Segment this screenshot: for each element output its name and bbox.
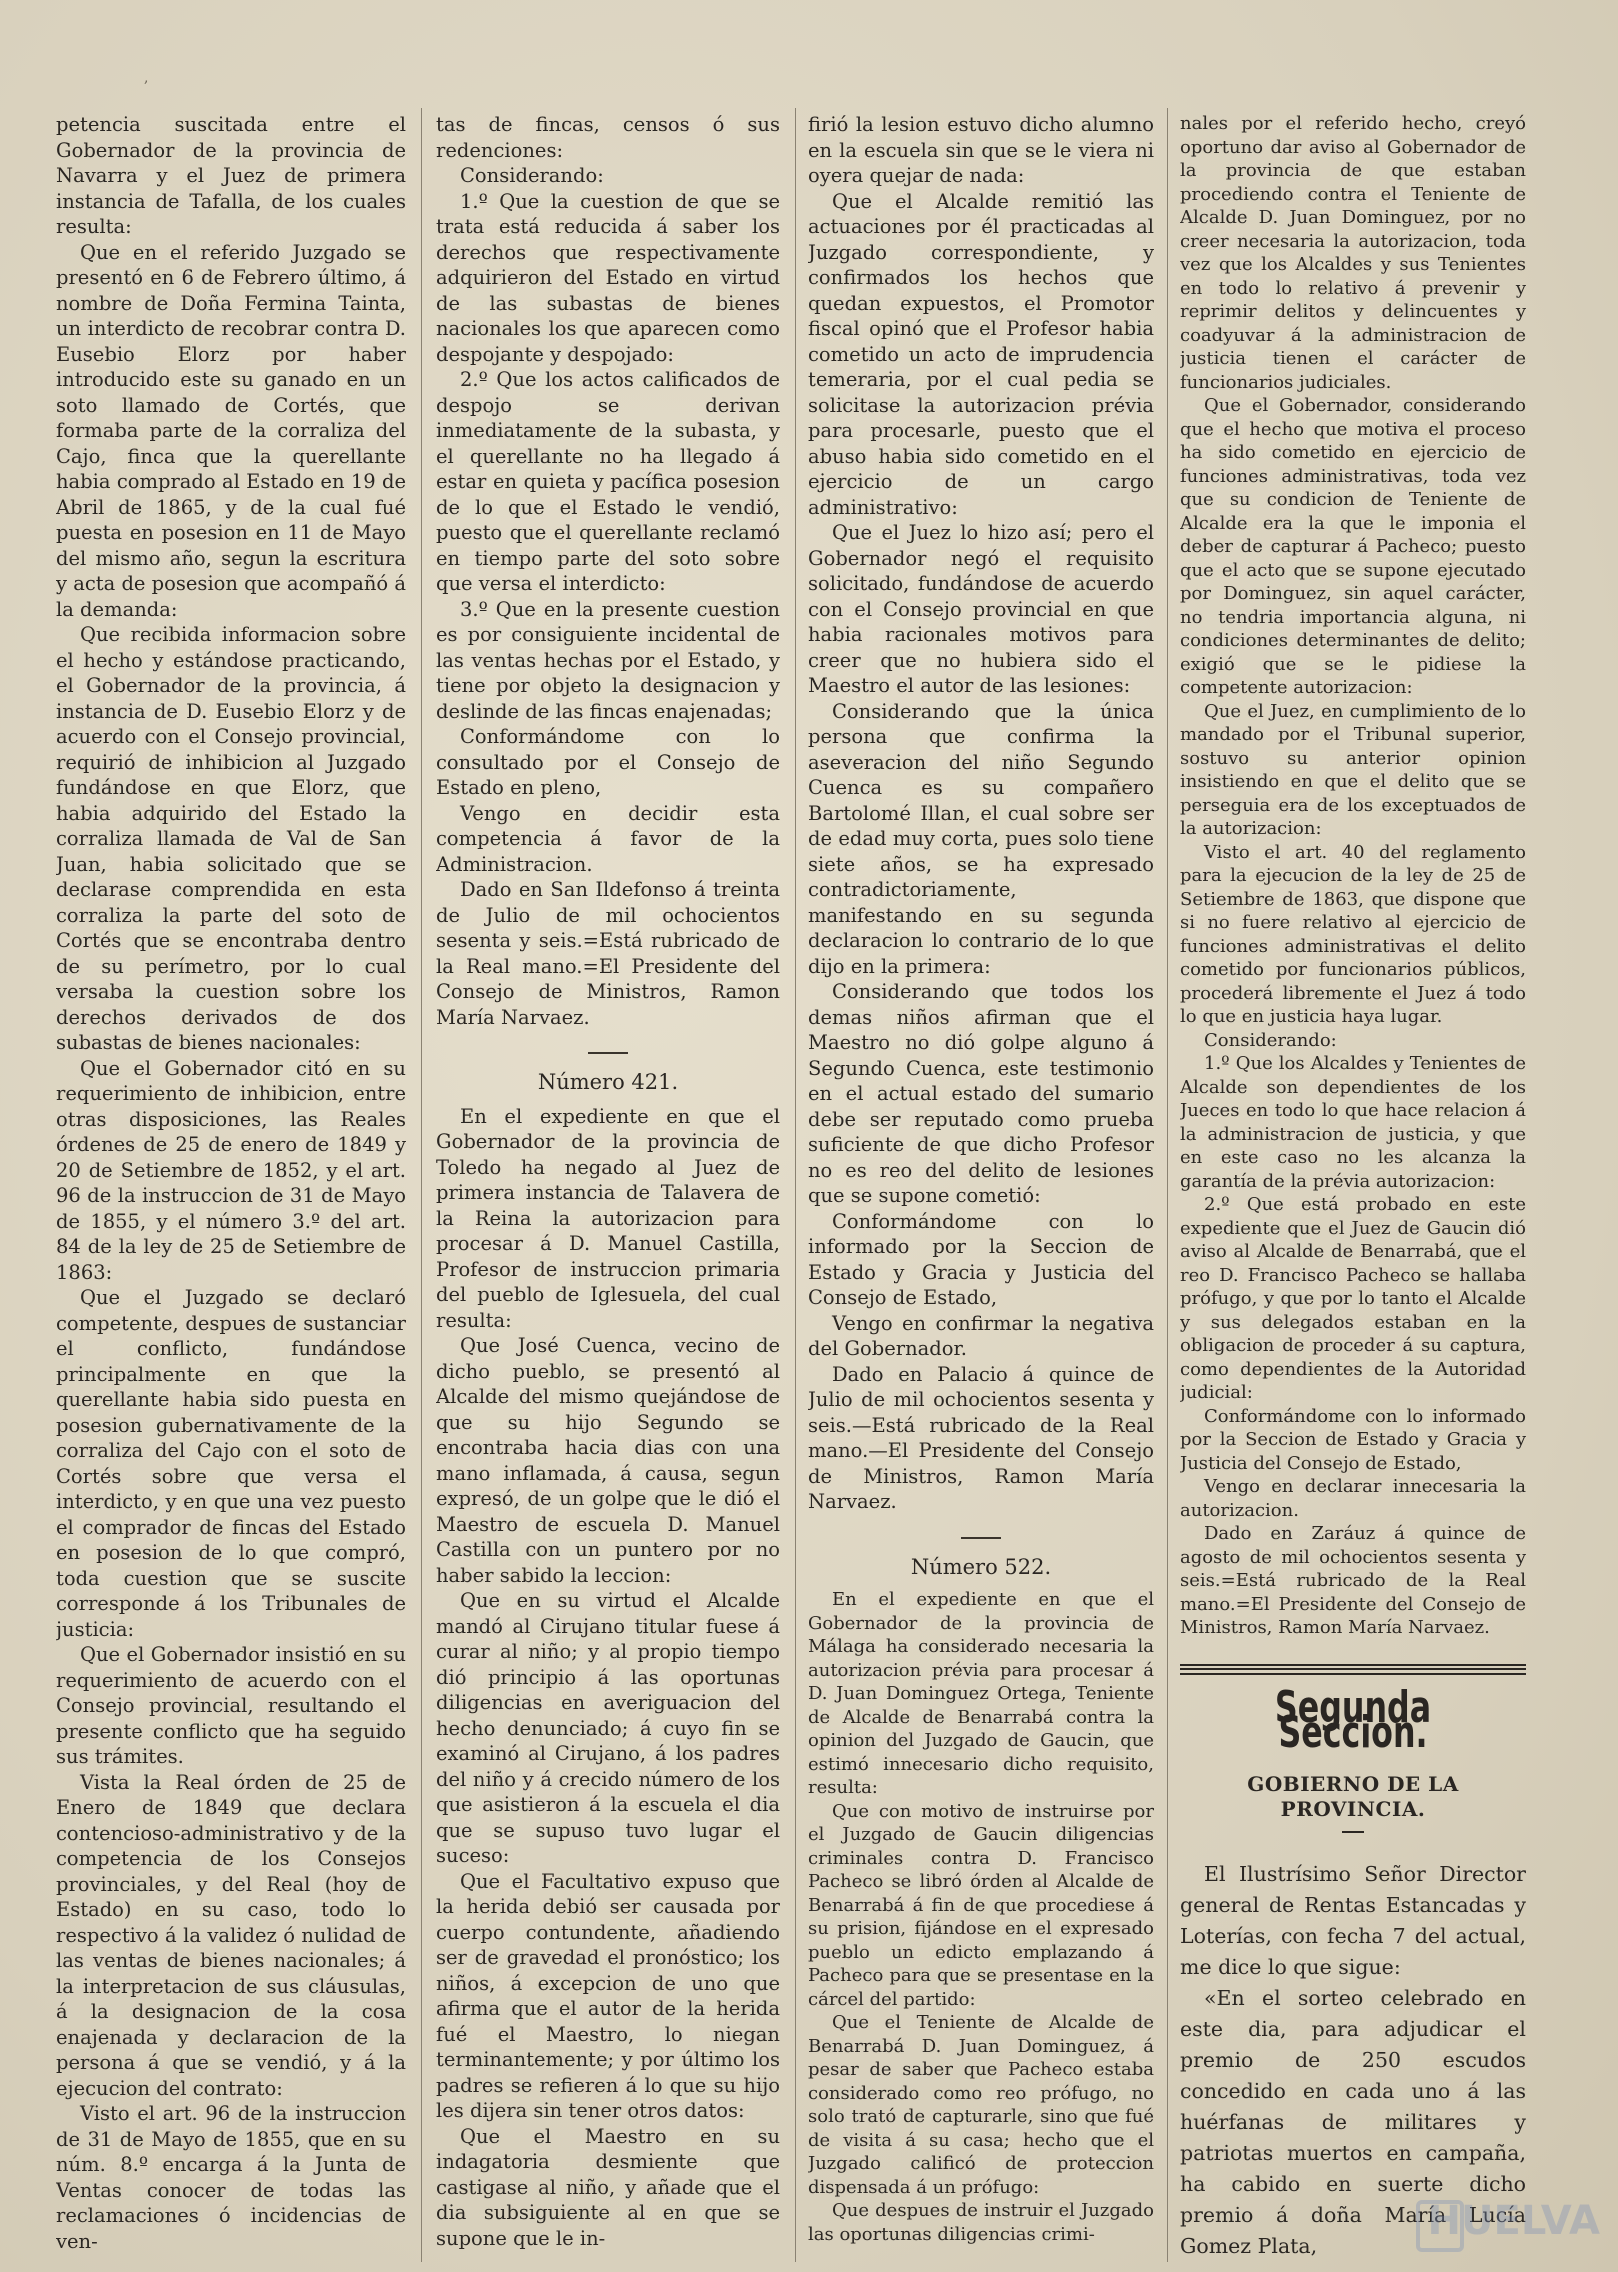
column-rule [1167,108,1168,2262]
paragraph: Dado en Palacio á quince de Julio de mil ochocientos sesenta y seis.—Está rubricado de la Real mano.—El Presidente del Consejo de Ministros, Ramon María Narvaez. [808,1362,1154,1513]
paragraph: 1.º Que los Alcaldes y Tenientes de Alcalde son dependientes de los Jueces en todo lo que hace relacion á la administracion de justicia, y que en este caso no les alcanza la garantía de la prévia autorizacion: [1180,1053,1526,1192]
paragraph: Que en su virtud el Alcalde mandó al Cirujano titular fuese á curar al niño; y al propio tiempo dió principio á las oportunas diligencias en averiguacion del hecho denunciado; á cuyo fin se examinó al Cirujano, á los padres del niño y á crecido número de los que asistieron á la escuela el dia que se supuso tuvo lugar el suceso: [436,1589,780,1867]
paragraph: En el expediente en que el Gobernador de la provincia de Toledo ha negado al Juez de primera instancia de Talavera de la Reina la autorizacion para procesar á D. Manuel Castilla, Profesor de instruccion primaria del pueblo de Iglesuela, del cual resulta: [436,1104,780,1332]
paragraph: El Ilustrísimo Señor Director general de Rentas Estancadas y Loterías, con fecha 7 del actual, me dice lo que sigue: [1180,1861,1526,1979]
separator-dash [961,1537,1001,1539]
government-heading: GOBIERNO DE LA PROVINCIA. [1247,1771,1459,1821]
column-1 [56,112,406,2262]
separator-dash [588,1052,628,1054]
paragraph: Visto el art. 40 del reglamento para la ejecucion de la ley de 25 de Setiembre de 1863, que dispone que si no fuere relativo al ejercicio de funciones administrativas el delito cometido por funcionarios públicos, procederá libremente el Juez á todo lo que en justicia haya lugar. [1180,841,1526,1027]
paragraph: Que el Juzgado se declaró competente, despues de sustanciar el conflicto, fundándose principalmente en que la querellante habia sido puesta en posesion gubernativamente de la corraliza del Cajo con el soto de Cortés sobre que versa el interdicto, y en que una vez puesto el comprador de fincas del Estado en posesion de lo que compró, toda cuestion que se suscite corresponde á los Tribunales de justicia: [56,1286,406,1641]
paragraph: Vengo en confirmar la negativa del Gobernador. [808,1311,1154,1360]
paragraph: En el expediente en que el Gobernador de la provincia de Málaga ha considerado necesaria la autorizacion prévia para procesar á D. Juan Dominguez Ortega, Teniente de Alcalde de Benarrabá contra la opinion del Juzgado de Gaucin, que estimó innecesario dicho requisito, resulta: [808,1589,1154,1798]
paragraph: Vengo en declarar innecesaria la autorizacion. [1180,1476,1526,1521]
separator-dash [1342,1831,1364,1833]
column-4 [1180,112,1526,2262]
paragraph: Conformándome con lo informado por la Seccion de Estado y Gracia y Justicia del Consejo de Estado, [1180,1405,1526,1474]
paragraph: Conformándome con lo informado por la Seccion de Estado y Gracia y Justicia del Consejo de Estado, [808,1209,1154,1309]
paragraph: Considerando: [460,164,604,187]
paragraph: 1.º Que la cuestion de que se trata está reducida á saber los derechos que respectivamente adquirieron del Estado en virtud de las subastas de bienes nacionales los que aparecen como despojante y despojado: [436,189,780,366]
paragraph: Conformándome con lo consultado por el Consejo de Estado en pleno, [436,725,780,799]
section-title: Segunda Seccion. [1274,1681,1432,1758]
paragraph: Vengo en decidir esta competencia á favor de la Administracion. [436,801,780,876]
column-3 [808,112,1154,2262]
paragraph: firió la lesion estuvo dicho alumno en la escuela sin que se le viera ni oyera quejar de nada: [808,113,1154,187]
paragraph: Que el Gobernador citó en su requerimiento de inhibicion, entre otras disposiciones, las Reales órdenes de 25 de enero de 1849 y 20 de Setiembre de 1852, y el art. 96 de la instruccion de 31 de Mayo de 1855, y el número 3.º del art. 84 de la ley de 25 de Setiembre de 1863: [56,1056,406,1284]
paragraph: «En el sorteo celebrado en este dia, para adjudicar el premio de 250 escudos concedido en cada uno á las huérfanas de militares y patriotas muertos en campaña, ha cabido en suerte dicho premio á doña María Lucía Gomez Plata, [1180,1985,1526,2258]
paragraph: 3.º Que en la presente cuestion es por consiguiente incidental de las ventas hechas por el Estado, y tiene por objeto la designacion y deslinde de las fincas enajenadas; [436,597,780,723]
paragraph: Que José Cuenca, vecino de dicho pueblo, se presentó al Alcalde del mismo quejándose de que su hijo Segundo se encontraba hacia dias con una mano inflamada, á causa, segun expresó, de un golpe que le dió el Maestro de escuela D. Manuel Castilla con un puntero por no haber sabido la leccion: [436,1334,780,1587]
paragraph: Considerando que todos los demas niños afirman que el Maestro no dió golpe alguno á Segundo Cuenca, este testimonio en el actual estado del sumario debe ser reputado como prueba suficiente de que dicho Profesor no es reo del delito de lesiones que se supone cometió: [808,980,1154,1207]
column-rule [421,108,422,2262]
paragraph: Vista la Real órden de 25 de Enero de 1849 que declara contencioso-administrativo y de la competencia de los Consejos provinciales, y del Real (hoy de Estado) en su caso, todo lo respectivo á la validez ó nulidad de las ventas de bienes nacionales; á la interpretacion de sus cláusulas, á la designacion de la cosa enajenada y declaracion de la persona á que se vendió, y á la ejecucion del contrato: [56,1770,406,2100]
paragraph: petencia suscitada entre el Gobernador de la provincia de Navarra y el Juez de primera instancia de Tafalla, de los cuales resulta: [56,113,406,238]
paragraph: Que el Teniente de Alcalde de Benarrabá D. Juan Dominguez, á pesar de saber que Pacheco estaba considerado como reo prófugo, no solo trató de capturarle, sino que fué de visita á su casa; hecho que el Juzgado calificó de proteccion dispensada á un prófugo: [808,2012,1154,2198]
paragraph: Que el Gobernador insistió en su requerimiento de acuerdo con el Consejo provincial, resultando el presente conflicto que ha seguido sus trámites. [56,1643,406,1768]
paragraph: nales por el referido hecho, creyó oportuno dar aviso al Gobernador de la provincia de que estaban procediendo contra el Teniente de Alcalde D. Juan Dominguez, por no creer necesaria la autorizacion, toda vez que los Alcaldes y sus Tenientes en todo lo relativo á prevenir y reprimir delitos y delincuentes y coadyuvar á la administracion de justicia tienen el carácter de funcionarios judiciales. [1180,113,1526,393]
margin-mark: , [144,70,149,86]
section-number-421: Número 421. [537,1070,679,1094]
paragraph: Considerando: [1204,1029,1337,1051]
paragraph: Que el Alcalde remitió las actuaciones por él practicadas al Juzgado correspondiente, y confirmados los hechos que quedan expuestos, el Promotor fiscal opinó que el Profesor habia cometido un acto de imprudencia temeraria, por el cual pedia se solicitase la autorizacion prévia para procesarle, puesto que el abuso habia sido cometido en el ejercicio de un cargo administrativo: [808,189,1154,519]
paragraph: Que el Facultativo expuso que la herida debió ser causada por cuerpo contundente, añadiendo ser de gravedad el pronóstico; los niños, á excepcion de uno que afirma que el autor de la herida fué el Maestro, lo niegan terminantemente; y por último los padres se refieren á lo que su hijo les dijera sin tener otros datos: [436,1869,780,2122]
section-rule [1180,1664,1526,1675]
column-rule [795,108,796,2262]
paragraph: Que con motivo de instruirse por el Juzgado de Gaucin diligencias criminales contra D. Francisco Pacheco se libró órden al Alcalde de Benarrabá á fin de que procediese á su prision, fijándose en el expresado pueblo un edicto emplazando á Pacheco para que se presentase en la cárcel del partido: [808,1800,1154,2010]
watermark-text: HUELVA [1427,2198,1600,2244]
paragraph: Que el Juez lo hizo así; pero el Gobernador negó el requisito solicitado, fundándose de acuerdo con el Consejo provincial en que habia racionales motivos para creer que no hubiera sido el Maestro el autor de las lesiones: [808,521,1154,697]
paragraph: Que en el referido Juzgado se presentó en 6 de Febrero último, á nombre de Doña Fermina Tainta, un interdicto de recobrar contra D. Eusebio Elorz por haber introducido este su ganado en un soto llamado de Cortés, que formaba parte de la corraliza del Cajo, finca que la querellante habia comprado al Estado en 19 de Abril de 1865, y de la cual fué puesta en posesion en 11 de Mayo del mismo año, segun la escritura y acta de posesion que acompañó á la demanda: [56,240,406,621]
paragraph: Dado en San Ildefonso á treinta de Julio de mil ochocientos sesenta y seis.=Está rubricado de la Real mano.=El Presidente del Consejo de Ministros, Ramon María Narvaez. [436,878,780,1029]
paragraph: Que el Gobernador, considerando que el hecho que motiva el proceso ha sido cometido en ejercicio de funciones administrativas, toda vez que su condicion de Teniente de Alcalde era la que le imponia el deber de capturar á Pacheco; puesto que el acto que se supone ejecutado por Dominguez, sin aquel carácter, no tendria importancia alguna, ni condiciones determinantes de delito; exigió que se le pidiese la competente autorizacion: [1180,395,1526,698]
paragraph: Visto el art. 96 de la instruccion de 31 de Mayo de 1855, que en su núm. 8.º encarga á la Junta de Ventas conocer de todas las reclamaciones ó incidencias de ven- [56,2102,406,2253]
paragraph: Considerando que la única persona que confirma la aseveracion del niño Segundo Cuenca es su compañero Bartolomé Illan, el cual sobre ser de edad muy corta, pues solo tiene siete años, se ha expresado contradictoriamente, manifestando en su segunda declaracion lo contrario de lo que dijo en la primera: [808,699,1154,978]
paragraph: Que recibida informacion sobre el hecho y estándose practicando, el Gobernador de la provincia, á instancia de D. Eusebio Elorz y de acuerdo con el Consejo provincial, requirió de inhibicion al Juzgado fundándose en que Elorz, que habia adquirido del Estado la corraliza llamada de Val de San Juan, habia solicitado que se declarase comprendida en esta corraliza la parte del soto de Cortés que se encontraba dentro de su perímetro, por lo cual versaba la cuestion sobre los derechos derivados de dos subastas de bienes nacionales: [56,623,406,1054]
archive-watermark [1412,2188,1602,2258]
paragraph: 2.º Que está probado en este expediente que el Juez de Gaucin dió aviso al Alcalde de Benarrabá, que el reo D. Francisco Pacheco se hallaba prófugo, y que por lo tanto el Alcalde y sus delegados estaban en la obligacion de proceder á su captura, como dependientes de la Autoridad judicial: [1180,1194,1526,1403]
paragraph: Que el Juez, en cumplimiento de lo mandado por el Tribunal superior, sostuvo su anterior opinion insistiendo en que el delito que se perseguia era de los exceptuados de la autorizacion: [1180,700,1526,839]
paragraph: tas de fincas, censos ó sus redenciones: [436,113,780,162]
paragraph: 2.º Que los actos calificados de despojo se derivan inmediatamente de la subasta, y el querellante no ha llegado á estar en quieta y pacífica posesion de lo que el Estado le vendió, puesto que el querellante reclamó en tiempo parte del soto sobre que versa el interdicto: [436,368,780,595]
column-2 [436,112,780,2262]
paragraph: Que el Maestro en su indagatoria desmiente que castigase al niño, y añade que el dia subsiguiente al en que se supone que le in- [436,2124,780,2250]
paragraph: Que despues de instruir el Juzgado las oportunas diligencias crimi- [808,2200,1154,2245]
paragraph: Dado en Zaráuz á quince de agosto de mil ochocientos sesenta y seis.=Está rubricado de la Real mano.=El Presidente del Consejo de Ministros, Ramon María Narvaez. [1180,1523,1526,1638]
section-number-522: Número 522. [910,1554,1052,1579]
